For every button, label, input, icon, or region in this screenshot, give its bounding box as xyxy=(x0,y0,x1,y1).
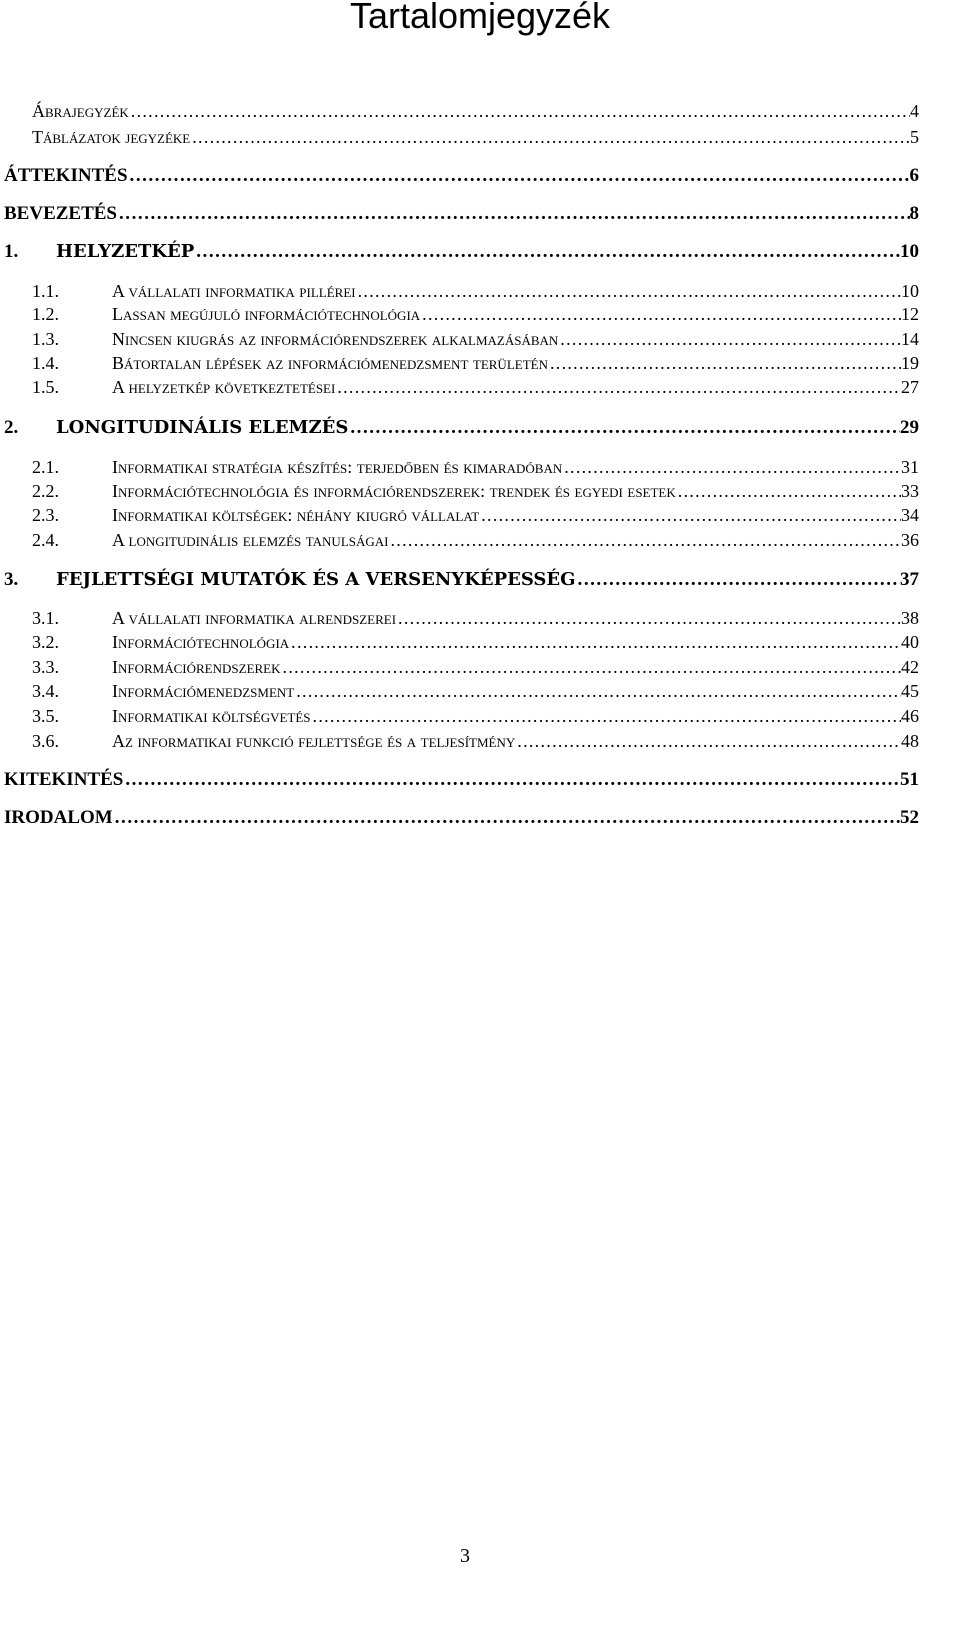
toc-entry-label: Informatikai stratégia készítés: terjedőben és kimaradóban xyxy=(112,457,563,477)
toc-dot-leader xyxy=(348,416,900,440)
toc-entry-number: 1.5. xyxy=(32,377,59,397)
toc-entry-label: A vállalati informatika pillérei xyxy=(112,281,356,301)
toc-entry-label: Információmenedzsment xyxy=(112,681,295,701)
toc-entry-label: A longitudinális elemzés tanulságai xyxy=(112,530,389,550)
toc-entry-label: Lassan megújuló információtechnológia xyxy=(112,304,421,324)
toc-entry-number: 2. xyxy=(4,417,19,438)
toc-entry[interactable] xyxy=(4,416,919,440)
toc-entry-number: 3.6. xyxy=(32,731,59,751)
toc-entry[interactable] xyxy=(32,328,919,350)
toc-entry-number: 3.2. xyxy=(32,632,59,652)
toc-dot-leader xyxy=(396,607,901,629)
toc-entry-label: IRODALOM xyxy=(4,807,113,828)
toc-entry-label: Informatikai költségvetés xyxy=(112,706,311,726)
toc-dot-leader xyxy=(515,730,901,752)
toc-entry-label: Információtechnológia xyxy=(112,632,290,652)
toc-entry[interactable] xyxy=(32,730,919,752)
toc-entry[interactable] xyxy=(4,568,919,592)
toc-entry-number: 3.3. xyxy=(32,657,59,677)
toc-entry-label: Ábrajegyzék xyxy=(32,101,129,121)
toc-entry[interactable] xyxy=(32,480,919,502)
toc-entry[interactable] xyxy=(32,504,919,526)
toc-entry-page: 10 xyxy=(900,241,919,262)
toc-entry-page: 36 xyxy=(901,530,919,550)
toc-entry[interactable] xyxy=(32,456,919,478)
toc-dot-leader xyxy=(311,705,901,727)
toc-entry-page: 33 xyxy=(901,481,919,501)
toc-entry-page: 46 xyxy=(901,706,919,726)
toc-entry-page: 6 xyxy=(909,165,919,186)
toc-entry-label: Bátortalan lépések az információmenedzsment területén xyxy=(112,353,548,373)
toc-entry-page: 31 xyxy=(901,457,919,477)
toc-dot-leader xyxy=(389,529,902,551)
toc-entry[interactable] xyxy=(32,352,919,374)
toc-entry-label: Táblázatok jegyzéke xyxy=(32,127,191,147)
toc-entry-page: 40 xyxy=(901,632,919,652)
toc-dot-leader xyxy=(562,456,901,478)
toc-entry-label: FEJLETTSÉGI MUTATÓK ÉS A VERSENYKÉPESSÉG xyxy=(56,569,576,590)
toc-entry[interactable] xyxy=(32,100,919,122)
toc-entry-label: Informatikai költségek: néhány kiugró vállalat xyxy=(112,505,480,525)
toc-entry-page: 8 xyxy=(909,203,919,224)
toc-entry-number: 2.1. xyxy=(32,457,59,477)
toc-entry-page: 27 xyxy=(901,377,919,397)
toc-entry[interactable] xyxy=(32,680,919,702)
toc-entry-page: 52 xyxy=(900,807,919,828)
toc-entry-page: 10 xyxy=(901,281,919,301)
toc-entry-page: 37 xyxy=(900,569,919,590)
toc-entry[interactable] xyxy=(4,164,919,188)
toc-entry-label: KITEKINTÉS xyxy=(4,769,124,790)
toc-entry-page: 5 xyxy=(910,127,919,147)
toc-dot-leader xyxy=(335,376,901,398)
toc-entry-number: 1. xyxy=(4,241,19,262)
toc-entry-page: 14 xyxy=(901,329,919,349)
toc-entry[interactable] xyxy=(32,376,919,398)
toc-dot-leader xyxy=(558,328,901,350)
toc-entry-number: 1.4. xyxy=(32,353,59,373)
toc-entry-number: 2.4. xyxy=(32,530,59,550)
toc-dot-leader xyxy=(420,303,901,325)
toc-dot-leader xyxy=(289,631,901,653)
toc-entry-page: 51 xyxy=(900,769,919,790)
toc-dot-leader xyxy=(113,806,900,830)
page-number: 3 xyxy=(460,1545,470,1567)
toc-entry-number: 3.5. xyxy=(32,706,59,726)
toc-entry-number: 1.1. xyxy=(32,281,59,301)
toc-entry[interactable] xyxy=(32,280,919,302)
toc-entry[interactable] xyxy=(4,240,919,264)
toc-entry-label: A helyzetkép következtetései xyxy=(112,377,336,397)
toc-entry-number: 3.4. xyxy=(32,681,59,701)
toc-entry-page: 45 xyxy=(901,681,919,701)
toc-entry-page: 29 xyxy=(900,417,919,438)
toc-dot-leader xyxy=(356,280,901,302)
toc-entry-label: Információtechnológia és információrendszerek: trendek és egyedi esetek xyxy=(112,481,676,501)
toc-dot-leader xyxy=(479,504,901,526)
toc-entry-label: BEVEZETÉS xyxy=(4,203,117,224)
toc-entry-number: 1.3. xyxy=(32,329,59,349)
toc-entry-number: 1.2. xyxy=(32,304,59,324)
toc-entry-page: 4 xyxy=(910,101,919,121)
toc-dot-leader xyxy=(129,100,910,122)
toc-entry-label: LONGITUDINÁLIS ELEMZÉS xyxy=(56,417,349,438)
page-title: Tartalomjegyzék xyxy=(349,0,611,36)
toc-dot-leader xyxy=(117,202,910,226)
toc-entry-label: Nincsen kiugrás az információrendszerek alkalmazásában xyxy=(112,329,559,349)
toc-entry-page: 12 xyxy=(901,304,919,324)
toc-entry[interactable] xyxy=(32,705,919,727)
toc-entry-label: Az informatikai funkció fejlettsége és a teljesítmény xyxy=(112,731,516,751)
toc-entry-number: 3.1. xyxy=(32,608,59,628)
toc-entry-page: 38 xyxy=(901,608,919,628)
toc-entry-page: 34 xyxy=(901,505,919,525)
toc-entry-number: 2.2. xyxy=(32,481,59,501)
toc-entry[interactable] xyxy=(32,656,919,678)
toc-dot-leader xyxy=(128,164,910,188)
toc-entry-label: A vállalati informatika alrendszerei xyxy=(112,608,397,628)
toc-dot-leader xyxy=(676,480,901,502)
toc-entry-number: 2.3. xyxy=(32,505,59,525)
toc-entry[interactable] xyxy=(32,607,919,629)
toc-entry[interactable] xyxy=(32,529,919,551)
toc-entry-label: Információrendszerek xyxy=(112,657,281,677)
toc-dot-leader xyxy=(194,240,900,264)
toc-dot-leader xyxy=(294,680,901,702)
toc-dot-leader xyxy=(190,126,910,148)
toc-entry[interactable] xyxy=(32,303,919,325)
toc-entry-page: 42 xyxy=(901,657,919,677)
toc-entry[interactable] xyxy=(32,631,919,653)
toc-entry[interactable] xyxy=(32,126,919,148)
toc-dot-leader xyxy=(281,656,901,678)
toc-entry[interactable] xyxy=(4,806,919,830)
toc-entry-label: ÁTTEKINTÉS xyxy=(4,165,128,186)
toc-entry[interactable] xyxy=(4,202,919,226)
toc-entry-page: 48 xyxy=(901,731,919,751)
toc-dot-leader xyxy=(123,768,900,792)
toc-entry-page: 19 xyxy=(901,353,919,373)
toc-entry-label: HELYZETKÉP xyxy=(56,241,195,262)
toc-entry-number: 3. xyxy=(4,569,19,590)
toc-entry[interactable] xyxy=(4,768,919,792)
toc-dot-leader xyxy=(548,352,901,374)
toc-dot-leader xyxy=(576,568,900,592)
